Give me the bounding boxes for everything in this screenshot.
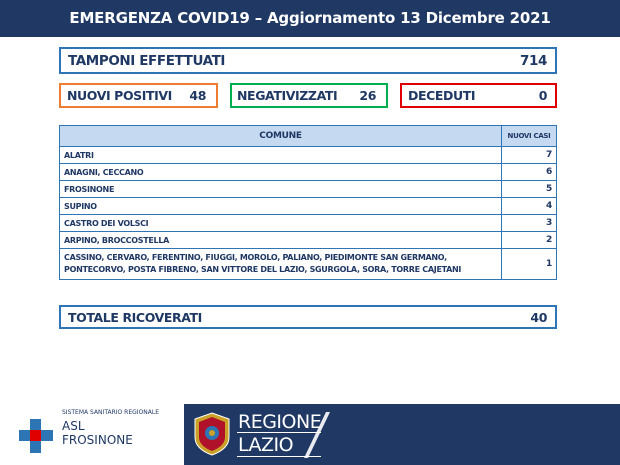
regione-lazio-banner	[184, 404, 620, 465]
positivi-label: NUOVI POSITIVI	[67, 88, 172, 103]
negativizzati-label: NEGATIVIZZATI	[237, 88, 338, 103]
table-row	[60, 249, 557, 280]
comune-cell: CASTRO DEI VOLSCI	[60, 215, 502, 232]
table-row	[60, 181, 557, 198]
table-row	[60, 164, 557, 181]
table-row	[60, 198, 557, 215]
tamponi-value: 714	[520, 52, 547, 69]
lazio-label: LAZIO	[238, 434, 294, 456]
comune-cell	[60, 249, 502, 280]
ricoverati-value: 40	[530, 309, 547, 325]
comune-cell: SUPINO	[60, 198, 502, 215]
nuovi-positivi-box	[59, 83, 218, 108]
page-title: EMERGENZA COVID19 – Aggiornamento 13 Dicembre 2021	[0, 0, 620, 37]
comune-cell: FROSINONE	[60, 181, 502, 198]
table-row	[60, 232, 557, 249]
casi-cell: 3	[502, 215, 557, 232]
casi-cell: 2	[502, 232, 557, 249]
comuni-table	[59, 125, 557, 280]
casi-cell: 6	[502, 164, 557, 181]
negativizzati-value: 26	[359, 88, 376, 103]
asl-frosinone-logo	[0, 404, 184, 465]
comune-cell: ANAGNI, CECCANO	[60, 164, 502, 181]
casi-cell: 1	[502, 249, 557, 280]
diagonal-stripe-icon	[304, 412, 344, 458]
totale-ricoverati-box	[59, 305, 557, 329]
ssr-label: SISTEMA SANITARIO REGIONALE	[62, 409, 160, 416]
comune-cell: ALATRI	[60, 147, 502, 164]
table-row	[60, 147, 557, 164]
deceduti-label: DECEDUTI	[408, 88, 476, 103]
casi-cell: 4	[502, 198, 557, 215]
regione-label: REGIONE	[238, 411, 322, 433]
asl-label: ASL	[62, 419, 85, 433]
deceduti-value: 0	[538, 88, 547, 103]
positivi-value: 48	[189, 88, 206, 103]
comune-cell: ARPINO, BROCCOSTELLA	[60, 232, 502, 249]
comune-header: COMUNE	[60, 126, 502, 147]
tamponi-effettuati-box	[59, 47, 557, 74]
tamponi-label: TAMPONI EFFETTUATI	[68, 52, 226, 69]
comune-line-2: PONTECORVO, POSTA FIBRENO, SAN VITTORE DEL LAZIO, SGURGOLA, SORA, TORRE CAJETANI	[64, 265, 462, 274]
regione-lazio-crest-icon	[192, 411, 232, 457]
table-row	[60, 215, 557, 232]
deceduti-box	[400, 83, 557, 108]
casi-cell: 5	[502, 181, 557, 198]
casi-cell: 7	[502, 147, 557, 164]
negativizzati-box	[230, 83, 388, 108]
health-cross-icon	[18, 418, 54, 454]
nuovi-casi-header: NUOVI CASI	[502, 126, 557, 147]
table-header-row	[60, 126, 557, 147]
frosinone-label: FROSINONE	[62, 433, 133, 447]
ricoverati-label: TOTALE RICOVERATI	[68, 309, 202, 325]
comune-line-1: CASSINO, CERVARO, FERENTINO, FIUGGI, MOROLO, PALIANO, PIEDIMONTE SAN GERMANO,	[64, 253, 447, 262]
